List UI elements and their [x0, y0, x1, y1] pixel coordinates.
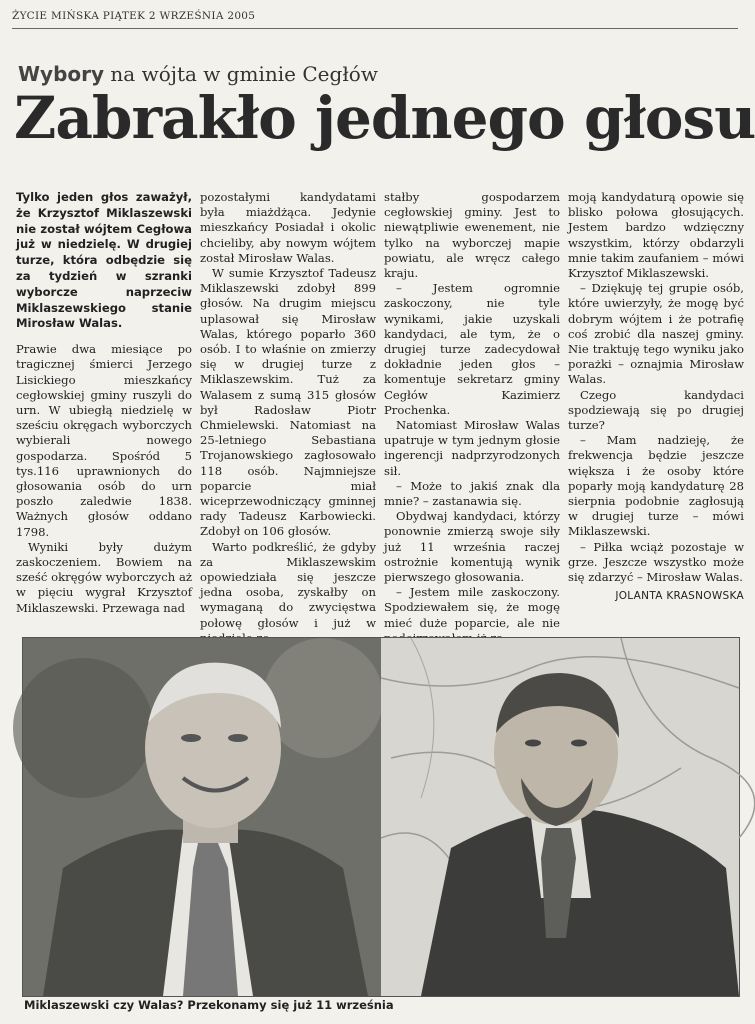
paragraph: Czego kandydaci spodziewają się po drugiej turze?	[568, 387, 744, 433]
paragraph: Prawie dwa miesiące po tragicznej śmierci Jerzego Lisickiego mieszkańcy cegłowskiej gminy ruszyli do urn. W ubiegłą niedzielę w sześciu okręgach wyborczych wybierali nowego gospodarza. Spośród 5 tys.116 uprawnionych do głosowania osób do urn poszło zaledwie 1838. Ważnych głosów oddano 1798.	[16, 342, 192, 539]
byline: JOLANTA KRASNOWSKA	[615, 590, 744, 603]
photo-miklaszewski	[23, 638, 381, 996]
masthead: ŻYCIE MIŃSKA PIĄTEK 2 WRZEŚNIA 2005	[12, 10, 738, 29]
paragraph: Warto podkreślić, że gdyby za Miklaszewskim opowiedziała się jeszcze jedna osoba, zyskałby on wymaganą do zwycięstwa połowę głosów i już w	[200, 539, 376, 630]
paragraph: – Piłka wciąż pozostaje w grze. Jeszcze wszystko może się zdarzyć – Mirosław Walas.	[568, 539, 744, 585]
photo-caption: Miklaszewski czy Walas? Przekonamy się już 11 września	[24, 998, 394, 1012]
lead-paragraph: Tylko jeden głos zaważył, że Krzysztof Miklaszewski nie został wójtem Cegłowa już w niedzielę. W drugiej turze, która odbędzie się za tydzień w szranki wyborcze naprzeciw Miklaszewskiego stanie Mirosław Walas.	[16, 190, 192, 331]
column-2	[200, 190, 376, 646]
paragraph: – Może to jakiś znak dla mnie? – zastanawia się.	[384, 478, 560, 509]
paragraph: Wyniki były dużym zaskoczeniem. Bowiem na sześć okręgów wyborczych aż w pięciu wygrał Krzysztof Miklaszewski. Przewaga nad	[16, 539, 192, 615]
paragraph: moją kandydaturą opowie się blisko połowa głosujących. Jestem bardzo wdzięczny wszystkim, którzy obdarzyli mnie takim zaufaniem – mówi Krzysztof Miklaszewski.	[568, 190, 744, 281]
portrait-left-illustration	[23, 638, 381, 996]
column-1	[16, 190, 192, 646]
paragraph: Natomiast Mirosław Walas upatruje w tym jednym głosie ingerencji nadprzyrodzonych sił.	[384, 418, 560, 478]
paragraph: – Dziękuję tej grupie osób, które uwierzyły, że mogę być dobrym wójtem i że potrafię coś zrobić dla naszej gminy. Nie traktuję tego wyniku jako porażki – oznajmia Mirosław Walas.	[568, 281, 744, 387]
photo-walas	[381, 638, 739, 996]
paragraph: Obydwaj kandydaci, którzy ponownie zmierzą swoje siły już 11 września raczej ostrożnie komentują wynik pierwszego głosowania.	[384, 509, 560, 585]
photo-strip	[22, 637, 740, 997]
kicker-rest: na wójta w gminie Cegłów	[110, 62, 378, 86]
paragraph: W sumie Krzysztof Tadeusz Miklaszewski zdobył 899 głosów. Na drugim miejscu uplasował się Mirosław Walas, którego poparło 360 osób. I to właśnie on zmierzy się w drugiej turze z Miklaszewskim. Tuż za Walasem z sumą 315 głosów był Radosław Piotr Chmielewski. Natomiast na 25-letniego Sebastiana Trojanowskiego zagłosowało 118 osób. Najmniejsze poparcie miał wiceprzewodniczący gminnej rady Tadeusz Karbowiecki. Zdobył on 106 głosów.	[200, 266, 376, 539]
paragraph: pozostałymi kandydatami była miażdżąca. Jedynie mieszkańcy Posiadał i okolic chcieliby, aby nowym wójtem został Mirosław Walas.	[200, 190, 376, 265]
headline: Zabrakło jednego głosu	[14, 84, 755, 152]
paragraph: – Mam nadzieję, że frekwencja będzie jeszcze większa i że osoby które poparły moją kandydaturę 28 sierpnia podobnie zagłosują w drugiej turze – mówi Miklaszewski.	[568, 433, 744, 539]
paragraph: – Jestem ogromnie zaskoczony, nie tyle wynikami, jakie uzyskali kandydaci, ale tym, że o drugiej turze zadecydował dokładnie jeden głos – komentuje sekretarz gminy Cegłów Kazimierz Prochenka.	[384, 281, 560, 417]
kicker-bold: Wybory	[18, 62, 105, 86]
portrait-right-illustration	[381, 638, 739, 996]
kicker	[18, 62, 378, 86]
paragraph: stałby gospodarzem cegłowskiej gminy. Jest to niewątpliwie ewenement, nie tylko na wyborczej mapie powiatu, ale wręcz całego kraju.	[384, 190, 560, 281]
paragraph: – Jestem mile zaskoczony. Spodziewałem się, że mogę mieć duże poparcie, ale nie	[384, 585, 560, 630]
column-4	[568, 190, 744, 646]
article-columns	[16, 190, 744, 630]
column-3	[384, 190, 560, 646]
